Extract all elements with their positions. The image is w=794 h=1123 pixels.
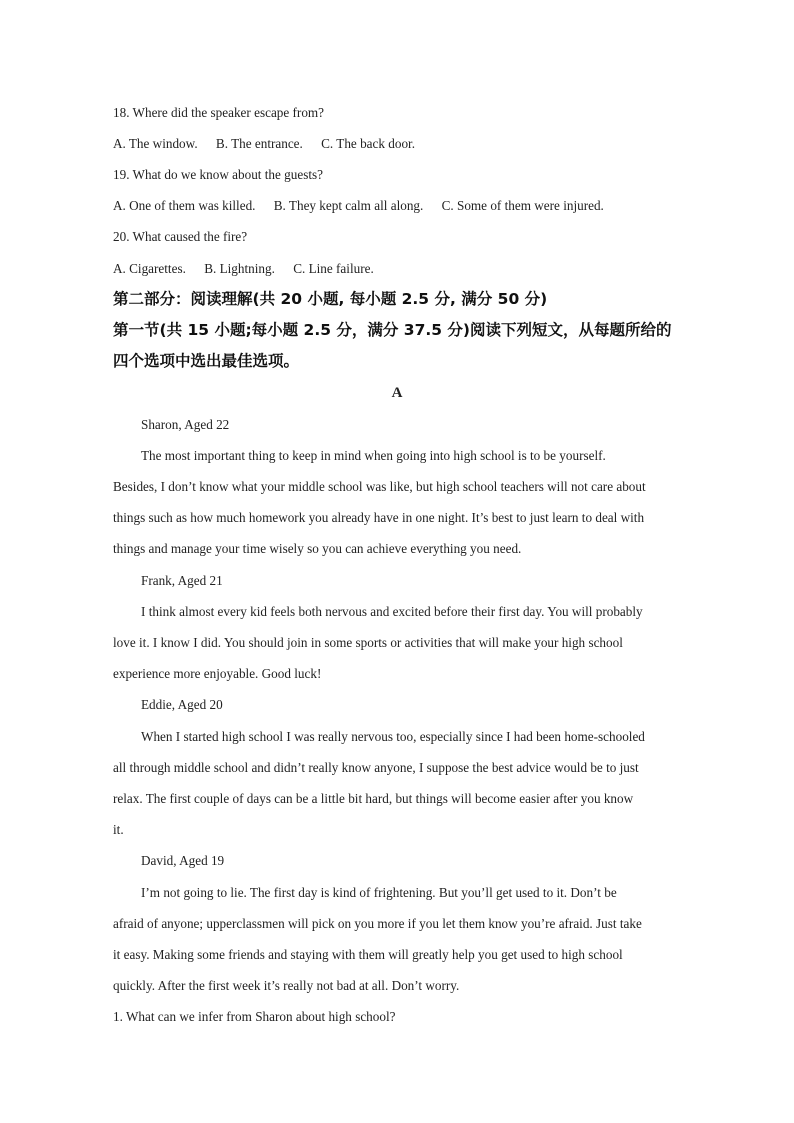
option-a: A. Cigarettes. xyxy=(113,261,186,276)
question-18-options xyxy=(113,135,684,153)
person-name-david: David, Aged 19 xyxy=(141,853,225,868)
paragraph-line: all through middle school and didn’t really know anyone, I suppose the best advice would be to just xyxy=(113,760,639,775)
person-name-frank: Frank, Aged 21 xyxy=(141,573,223,588)
option-b: B. They kept calm all along. xyxy=(273,198,424,213)
passage-letter: A xyxy=(391,385,403,401)
person-name-sharon: Sharon, Aged 22 xyxy=(141,417,230,432)
option-c: C. Some of them were injured. xyxy=(441,198,604,213)
option-a: A. The window. xyxy=(113,136,198,151)
paragraph-line: it easy. Making some friends and staying with them will greatly help you get used to high school xyxy=(113,947,623,962)
option-c: C. The back door. xyxy=(321,136,416,151)
paragraph-line: things and manage your time wisely so you can achieve everything you need. xyxy=(113,541,522,556)
paragraph-line: afraid of anyone; upperclassmen will pick on you more if you let them know you’re afraid. Just take xyxy=(113,916,642,931)
option-a: A. One of them was killed. xyxy=(113,198,256,213)
question-19: 19. What do we know about the guests? xyxy=(113,167,323,182)
question-18: 18. Where did the speaker escape from? xyxy=(113,105,325,120)
paragraph-line: I’m not going to lie. The first day is kind of frightening. But you’ll get used to it. Don’t be xyxy=(141,885,617,900)
reading-question-1: 1. What can we infer from Sharon about high school? xyxy=(113,1009,396,1024)
paragraph-line: love it. I know I did. You should join in some sports or activities that will make your high school xyxy=(113,635,623,650)
question-20: 20. What caused the fire? xyxy=(113,229,248,244)
paragraph-line: things such as how much homework you already have in one night. It’s best to just learn to deal with xyxy=(113,510,645,525)
question-20-options xyxy=(113,260,684,278)
paragraph-line: I think almost every kid feels both nervous and excited before their first day. You will probably xyxy=(141,604,643,619)
part2-heading: 第二部分：阅读理解(共 20 小题, 每小题 2.5 分, 满分 50 分) xyxy=(113,290,548,308)
option-b: B. Lightning. xyxy=(204,261,275,276)
paragraph-line: When I started high school I was really nervous too, especially since I had been home-schooled xyxy=(141,729,645,744)
option-b: B. The entrance. xyxy=(215,136,303,151)
paragraph-line: quickly. After the first week it’s really not bad at all. Don’t worry. xyxy=(113,978,460,993)
section1-heading-line2: 四个选项中选出最佳选项。 xyxy=(113,352,300,370)
paragraph-line: relax. The first couple of days can be a little bit hard, but things will become easier after you know xyxy=(113,791,634,806)
person-name-eddie: Eddie, Aged 20 xyxy=(141,697,223,712)
paragraph-line: Besides, I don’t know what your middle school was like, but high school teachers will not care about xyxy=(113,479,646,494)
paragraph-line: The most important thing to keep in mind when going into high school is to be yourself. xyxy=(141,448,606,463)
paragraph-line: it. xyxy=(113,822,124,837)
question-19-options xyxy=(113,197,684,215)
section1-heading-line1: 第一节(共 15 小题;每小题 2.5 分，满分 37.5 分)阅读下列短文，从每题所给的 xyxy=(113,321,672,339)
option-c: C. Line failure. xyxy=(293,261,374,276)
paragraph-line: experience more enjoyable. Good luck! xyxy=(113,666,322,681)
